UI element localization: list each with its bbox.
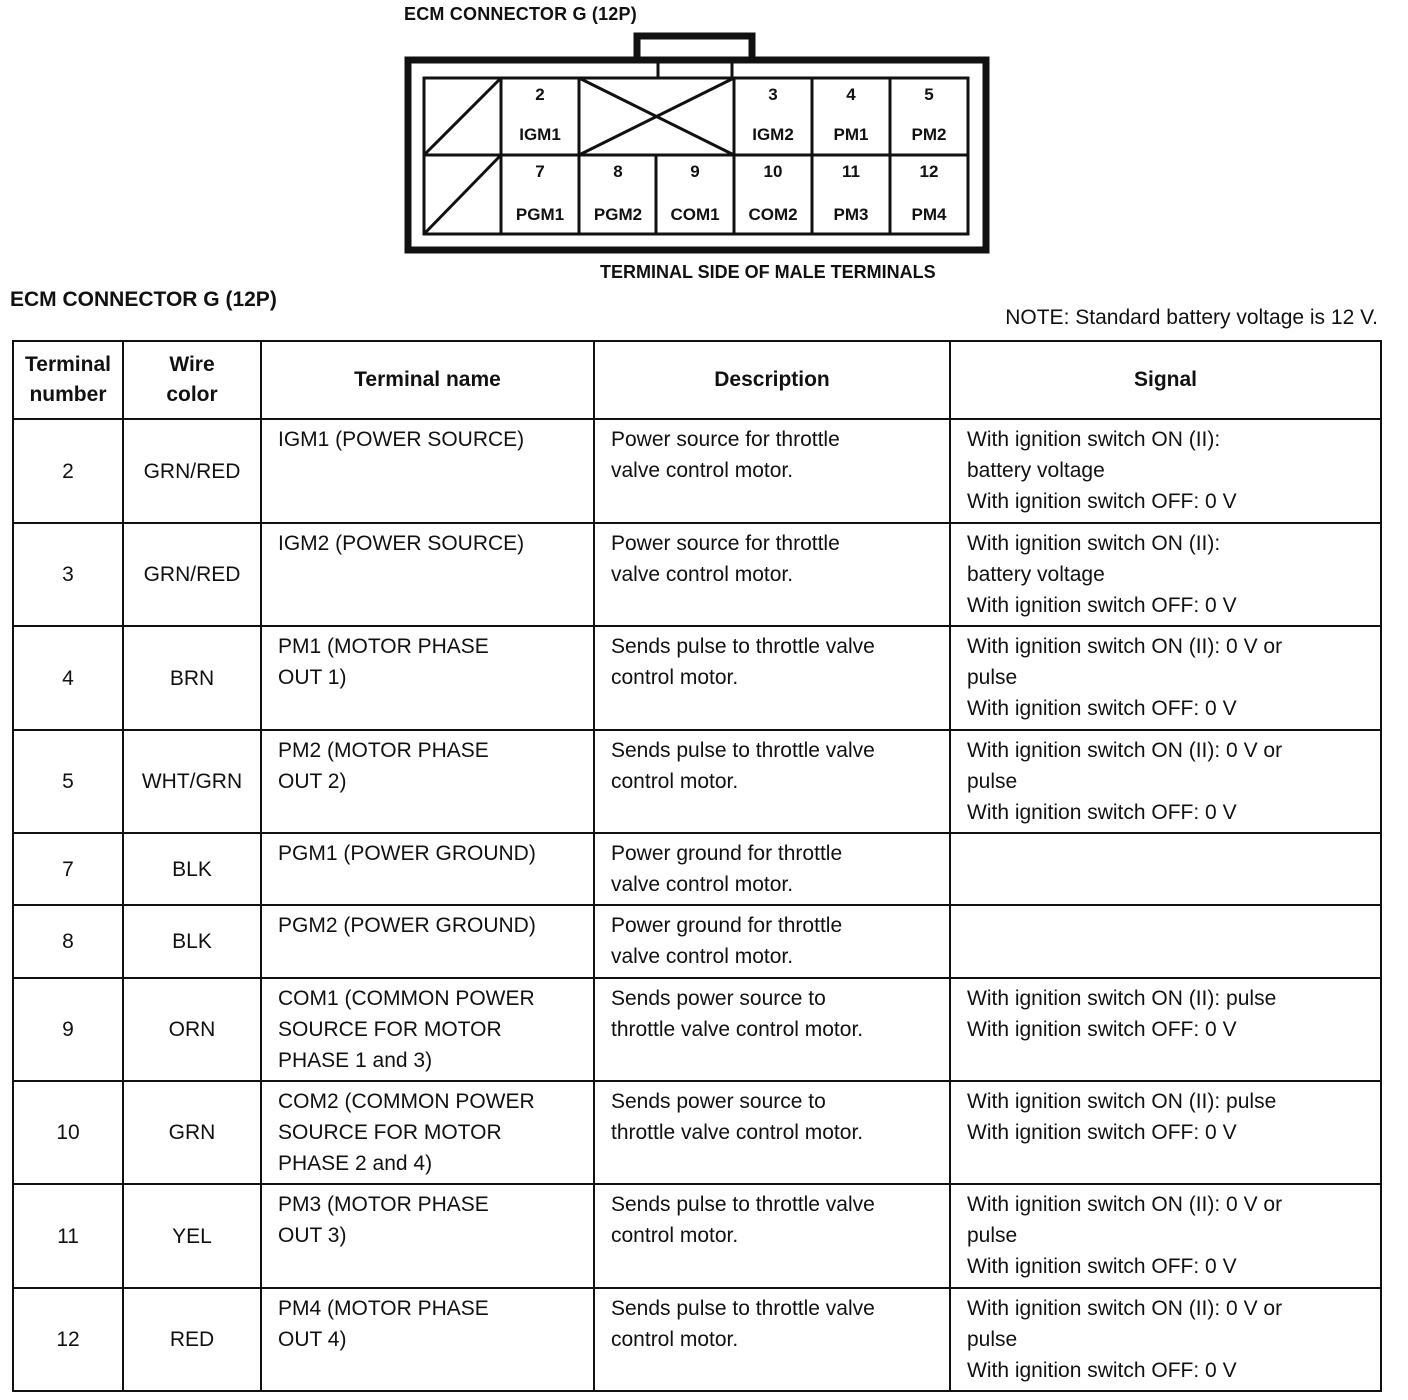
table-row — [13, 626, 1381, 730]
description-cell — [594, 523, 950, 626]
terminal-8-number: 8 — [613, 162, 623, 181]
signal-line: With ignition switch ON (II): 0 V or — [967, 1193, 1283, 1216]
blocked-cavity-1-mark — [424, 78, 501, 155]
terminal-10-number: 10 — [763, 162, 783, 181]
description-line: Sends pulse to throttle valve — [611, 1297, 875, 1320]
terminal-name-cell — [261, 905, 594, 978]
signal-line: With ignition switch ON (II): 0 V or — [967, 739, 1283, 762]
description-line: throttle valve control motor. — [611, 1018, 864, 1041]
description-line: Sends pulse to throttle valve — [611, 739, 875, 762]
header-terminal-line-2: number — [29, 383, 107, 406]
terminal-table — [12, 340, 1382, 1392]
signal-cell — [950, 523, 1381, 626]
wire-color-cell: WHT/GRN — [123, 730, 261, 833]
table-header-row — [13, 341, 1381, 419]
terminal-name-line: PHASE 1 and 3) — [278, 1049, 433, 1072]
terminal-number-cell: 11 — [13, 1184, 123, 1288]
description-cell — [594, 1184, 950, 1288]
signal-line: With ignition switch OFF: 0 V — [967, 801, 1237, 824]
description-line: control motor. — [611, 666, 739, 689]
terminal-name-line: PM4 (MOTOR PHASE — [278, 1297, 489, 1320]
terminal-number-cell: 3 — [13, 523, 123, 626]
terminal-name-cell — [261, 730, 594, 833]
terminal-number-cell: 9 — [13, 978, 123, 1081]
terminal-name-line: PGM2 (POWER GROUND) — [278, 914, 536, 937]
terminal-name-cell — [261, 833, 594, 905]
terminal-7-label: PGM1 — [515, 205, 565, 224]
description-line: Sends power source to — [611, 1090, 826, 1113]
description-line: valve control motor. — [611, 873, 794, 896]
terminal-number-cell: 12 — [13, 1288, 123, 1391]
signal-line: battery voltage — [967, 563, 1105, 586]
terminal-name-line: OUT 4) — [278, 1328, 347, 1351]
terminal-12-label: PM4 — [911, 205, 947, 224]
terminal-name-cell — [261, 523, 594, 626]
description-line: Power ground for throttle — [611, 842, 843, 865]
terminal-name-cell — [261, 1184, 594, 1288]
table-row — [13, 1081, 1381, 1184]
terminal-10-label: COM2 — [748, 205, 798, 224]
wire-color-cell: ORN — [123, 978, 261, 1081]
terminal-number-cell: 10 — [13, 1081, 123, 1184]
signal-line: pulse — [967, 1328, 1018, 1351]
signal-line: With ignition switch OFF: 0 V — [967, 490, 1237, 513]
description-line: valve control motor. — [611, 945, 794, 968]
signal-line: With ignition switch ON (II): 0 V or — [967, 635, 1283, 658]
terminal-11-number: 11 — [842, 162, 860, 181]
signal-line: With ignition switch OFF: 0 V — [967, 697, 1237, 720]
signal-line: battery voltage — [967, 459, 1105, 482]
description-line: control motor. — [611, 1328, 739, 1351]
terminal-name-line: PM3 (MOTOR PHASE — [278, 1193, 489, 1216]
terminal-name-line: OUT 3) — [278, 1224, 347, 1247]
connector-diagram-title: ECM CONNECTOR G (12P) — [404, 4, 637, 24]
terminal-5-number: 5 — [924, 85, 934, 104]
connector-diagram-svg — [400, 30, 1000, 260]
terminal-8-label: PGM2 — [593, 205, 643, 224]
signal-line: With ignition switch ON (II): pulse — [967, 987, 1277, 1010]
header-wire-color — [123, 341, 261, 419]
terminal-9-number: 9 — [690, 162, 700, 181]
signal-cell — [950, 1184, 1381, 1288]
header-terminal-line-1: Terminal — [25, 353, 111, 376]
terminal-7-number: 7 — [535, 162, 545, 181]
terminal-name-line: SOURCE FOR MOTOR — [278, 1018, 502, 1041]
table-row — [13, 730, 1381, 833]
table-row — [13, 905, 1381, 978]
terminal-name-line: COM1 (COMMON POWER — [278, 987, 535, 1010]
terminal-5-label: PM2 — [911, 125, 947, 144]
description-line: Sends power source to — [611, 987, 826, 1010]
description-line: valve control motor. — [611, 563, 794, 586]
wire-color-cell: GRN/RED — [123, 419, 261, 523]
signal-cell — [950, 730, 1381, 833]
signal-line: With ignition switch OFF: 0 V — [967, 1255, 1237, 1278]
description-line: Power ground for throttle — [611, 914, 843, 937]
terminal-name-cell — [261, 626, 594, 730]
terminal-number-cell: 2 — [13, 419, 123, 523]
battery-voltage-note: NOTE: Standard battery voltage is 12 V. — [1005, 306, 1378, 329]
description-cell — [594, 1081, 950, 1184]
table-row — [13, 833, 1381, 905]
terminal-4-number: 4 — [846, 85, 856, 104]
wire-color-cell: BLK — [123, 833, 261, 905]
section-title: ECM CONNECTOR G (12P) — [10, 288, 277, 311]
terminal-name-line: SOURCE FOR MOTOR — [278, 1121, 502, 1144]
terminal-name-line: PM1 (MOTOR PHASE — [278, 635, 489, 658]
table-row — [13, 1288, 1381, 1391]
table-row — [13, 419, 1381, 523]
description-cell — [594, 419, 950, 523]
connector-diagram — [400, 30, 1000, 260]
description-cell — [594, 626, 950, 730]
signal-line: pulse — [967, 770, 1018, 793]
header-description: Description — [594, 341, 950, 419]
blocked-cavity-6-mark — [424, 155, 501, 234]
signal-line: With ignition switch OFF: 0 V — [967, 1018, 1237, 1041]
description-line: Power source for throttle — [611, 428, 840, 451]
terminal-3-label: IGM2 — [752, 125, 794, 144]
header-wire-line-2: color — [166, 383, 218, 406]
table-row — [13, 978, 1381, 1081]
terminal-2-label: IGM1 — [519, 125, 561, 144]
terminal-number-cell: 8 — [13, 905, 123, 978]
terminal-name-line: IGM2 (POWER SOURCE) — [278, 532, 525, 555]
table-body — [13, 419, 1381, 1391]
wire-color-cell: YEL — [123, 1184, 261, 1288]
terminal-number-cell: 4 — [13, 626, 123, 730]
signal-line: With ignition switch ON (II): — [967, 428, 1221, 451]
description-cell — [594, 978, 950, 1081]
terminal-4-label: PM1 — [833, 125, 869, 144]
terminal-name-line: OUT 1) — [278, 666, 347, 689]
terminal-name-line: PHASE 2 and 4) — [278, 1152, 433, 1175]
header-wire-line-1: Wire — [169, 353, 215, 376]
signal-cell — [950, 626, 1381, 730]
description-cell — [594, 1288, 950, 1391]
terminal-name-line: PGM1 (POWER GROUND) — [278, 842, 536, 865]
terminal-number-cell: 7 — [13, 833, 123, 905]
signal-line: With ignition switch ON (II): 0 V or — [967, 1297, 1283, 1320]
terminal-name-line: COM2 (COMMON POWER — [278, 1090, 535, 1113]
terminal-name-cell — [261, 419, 594, 523]
terminal-name-line: PM2 (MOTOR PHASE — [278, 739, 489, 762]
description-cell — [594, 833, 950, 905]
signal-cell — [950, 419, 1381, 523]
signal-line: pulse — [967, 1224, 1018, 1247]
signal-line: With ignition switch OFF: 0 V — [967, 1121, 1237, 1144]
header-terminal-number — [13, 341, 123, 419]
signal-line: With ignition switch OFF: 0 V — [967, 594, 1237, 617]
signal-cell — [950, 833, 1381, 905]
terminal-12-number: 12 — [919, 162, 939, 181]
wire-color-cell: GRN/RED — [123, 523, 261, 626]
signal-cell — [950, 1081, 1381, 1184]
description-cell — [594, 905, 950, 978]
description-line: throttle valve control motor. — [611, 1121, 864, 1144]
terminal-11-label: PM3 — [833, 205, 869, 224]
terminal-name-line: IGM1 (POWER SOURCE) — [278, 428, 525, 451]
signal-cell — [950, 978, 1381, 1081]
description-line: Power source for throttle — [611, 532, 840, 555]
terminal-2-number: 2 — [535, 85, 545, 104]
wire-color-cell: GRN — [123, 1081, 261, 1184]
terminal-name-cell — [261, 978, 594, 1081]
signal-line: With ignition switch OFF: 0 V — [967, 1359, 1237, 1382]
signal-cell — [950, 1288, 1381, 1391]
description-line: Sends pulse to throttle valve — [611, 1193, 875, 1216]
table-row — [13, 1184, 1381, 1288]
header-signal: Signal — [950, 341, 1381, 419]
signal-line: With ignition switch ON (II): pulse — [967, 1090, 1277, 1113]
description-line: control motor. — [611, 1224, 739, 1247]
description-line: control motor. — [611, 770, 739, 793]
terminal-9-label: COM1 — [670, 205, 720, 224]
terminal-3-number: 3 — [768, 85, 778, 104]
description-line: valve control motor. — [611, 459, 794, 482]
signal-cell — [950, 905, 1381, 978]
terminal-number-cell: 5 — [13, 730, 123, 833]
signal-line: pulse — [967, 666, 1018, 689]
terminal-name-cell — [261, 1288, 594, 1391]
terminal-name-line: OUT 2) — [278, 770, 347, 793]
wire-color-cell: RED — [123, 1288, 261, 1391]
terminal-name-cell — [261, 1081, 594, 1184]
description-line: Sends pulse to throttle valve — [611, 635, 875, 658]
table-row — [13, 523, 1381, 626]
description-cell — [594, 730, 950, 833]
wire-color-cell: BLK — [123, 905, 261, 978]
header-terminal-name: Terminal name — [261, 341, 594, 419]
signal-line: With ignition switch ON (II): — [967, 532, 1221, 555]
wire-color-cell: BRN — [123, 626, 261, 730]
diagram-caption: TERMINAL SIDE OF MALE TERMINALS — [600, 262, 936, 282]
